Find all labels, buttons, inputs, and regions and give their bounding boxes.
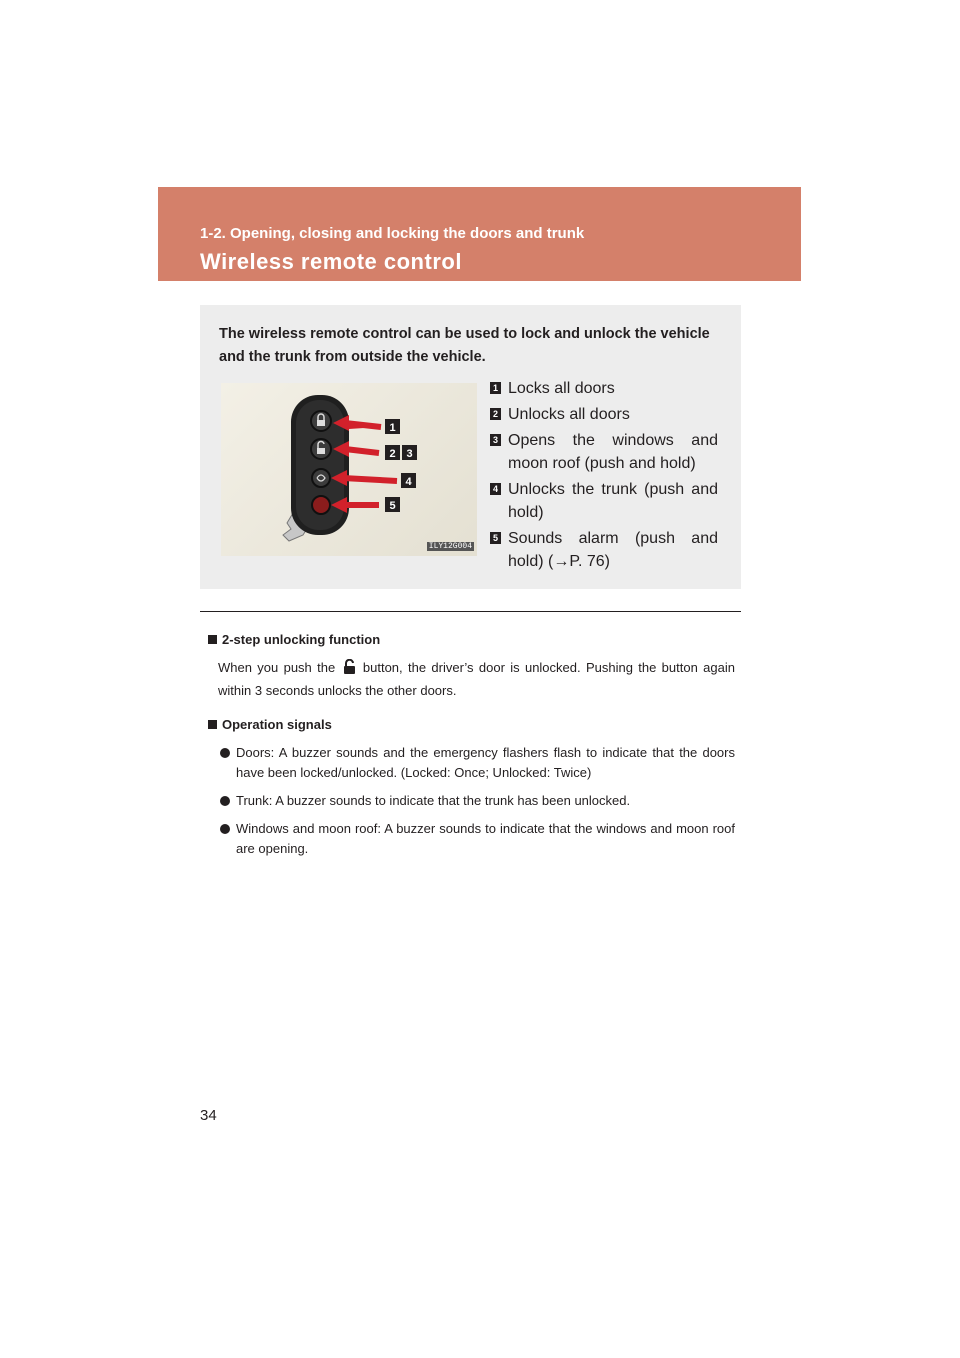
panel-intro: The wireless remote control can be used to lock and unlock the vehicle and the trunk from outside the vehicle. bbox=[219, 326, 710, 365]
list-item: 3 Opens the windows and moon roof (push and hold) bbox=[490, 429, 718, 475]
key-fob-photo bbox=[221, 383, 477, 556]
section-label: 1-2. Opening, closing and locking the doors and trunk bbox=[200, 225, 585, 242]
svg-text:2: 2 bbox=[389, 448, 396, 460]
list-item: 5 Sounds alarm (push and hold) (→P. 76) bbox=[490, 527, 718, 573]
key-fob-illustration bbox=[221, 383, 477, 556]
number-badge: 5 bbox=[490, 532, 501, 544]
list-item: Doors: A buzzer sounds and the emergency flashers flash to indicate that the doors have been locked/unlocked. (Locked: Once; Unlocked: Twice) bbox=[208, 743, 735, 783]
unlock-padlock-icon bbox=[343, 659, 356, 681]
number-badge: 4 bbox=[490, 483, 501, 495]
number-badge: 3 bbox=[490, 434, 501, 446]
page-number: 34 bbox=[200, 1107, 217, 1124]
trunk-button bbox=[312, 469, 330, 487]
number-badge: 1 bbox=[490, 382, 501, 394]
panic-button bbox=[312, 496, 330, 514]
chapter-header bbox=[158, 187, 801, 281]
svg-text:4: 4 bbox=[405, 476, 412, 488]
note-heading-signals: Operation signals bbox=[208, 715, 735, 735]
list-item: Windows and moon roof: A buzzer sounds to indicate that the windows and moon roof are opening. bbox=[208, 819, 735, 859]
list-item: 1 Locks all doors bbox=[490, 377, 718, 400]
list-item: Trunk: A buzzer sounds to indicate that the trunk has been unlocked. bbox=[208, 791, 735, 811]
list-item: 4 Unlocks the trunk (push and hold) bbox=[490, 478, 718, 524]
divider bbox=[200, 611, 741, 612]
svg-text:1: 1 bbox=[389, 422, 396, 434]
svg-text:5: 5 bbox=[389, 500, 396, 512]
image-code: ILY12G004 bbox=[428, 542, 472, 551]
page-title: Wireless remote control bbox=[200, 249, 462, 274]
info-panel bbox=[200, 305, 741, 589]
list-item: 2 Unlocks all doors bbox=[490, 403, 718, 426]
button-list bbox=[490, 377, 718, 576]
notes-section bbox=[208, 630, 735, 867]
note-heading-unlocking: 2-step unlocking function bbox=[208, 630, 735, 650]
svg-text:3: 3 bbox=[406, 448, 413, 460]
note-text-unlocking: When you push the button, the driver’s door is unlocked. Pushing the button again within 3 seconds unlocks the other doors. bbox=[218, 660, 735, 698]
number-badge: 2 bbox=[490, 408, 501, 420]
